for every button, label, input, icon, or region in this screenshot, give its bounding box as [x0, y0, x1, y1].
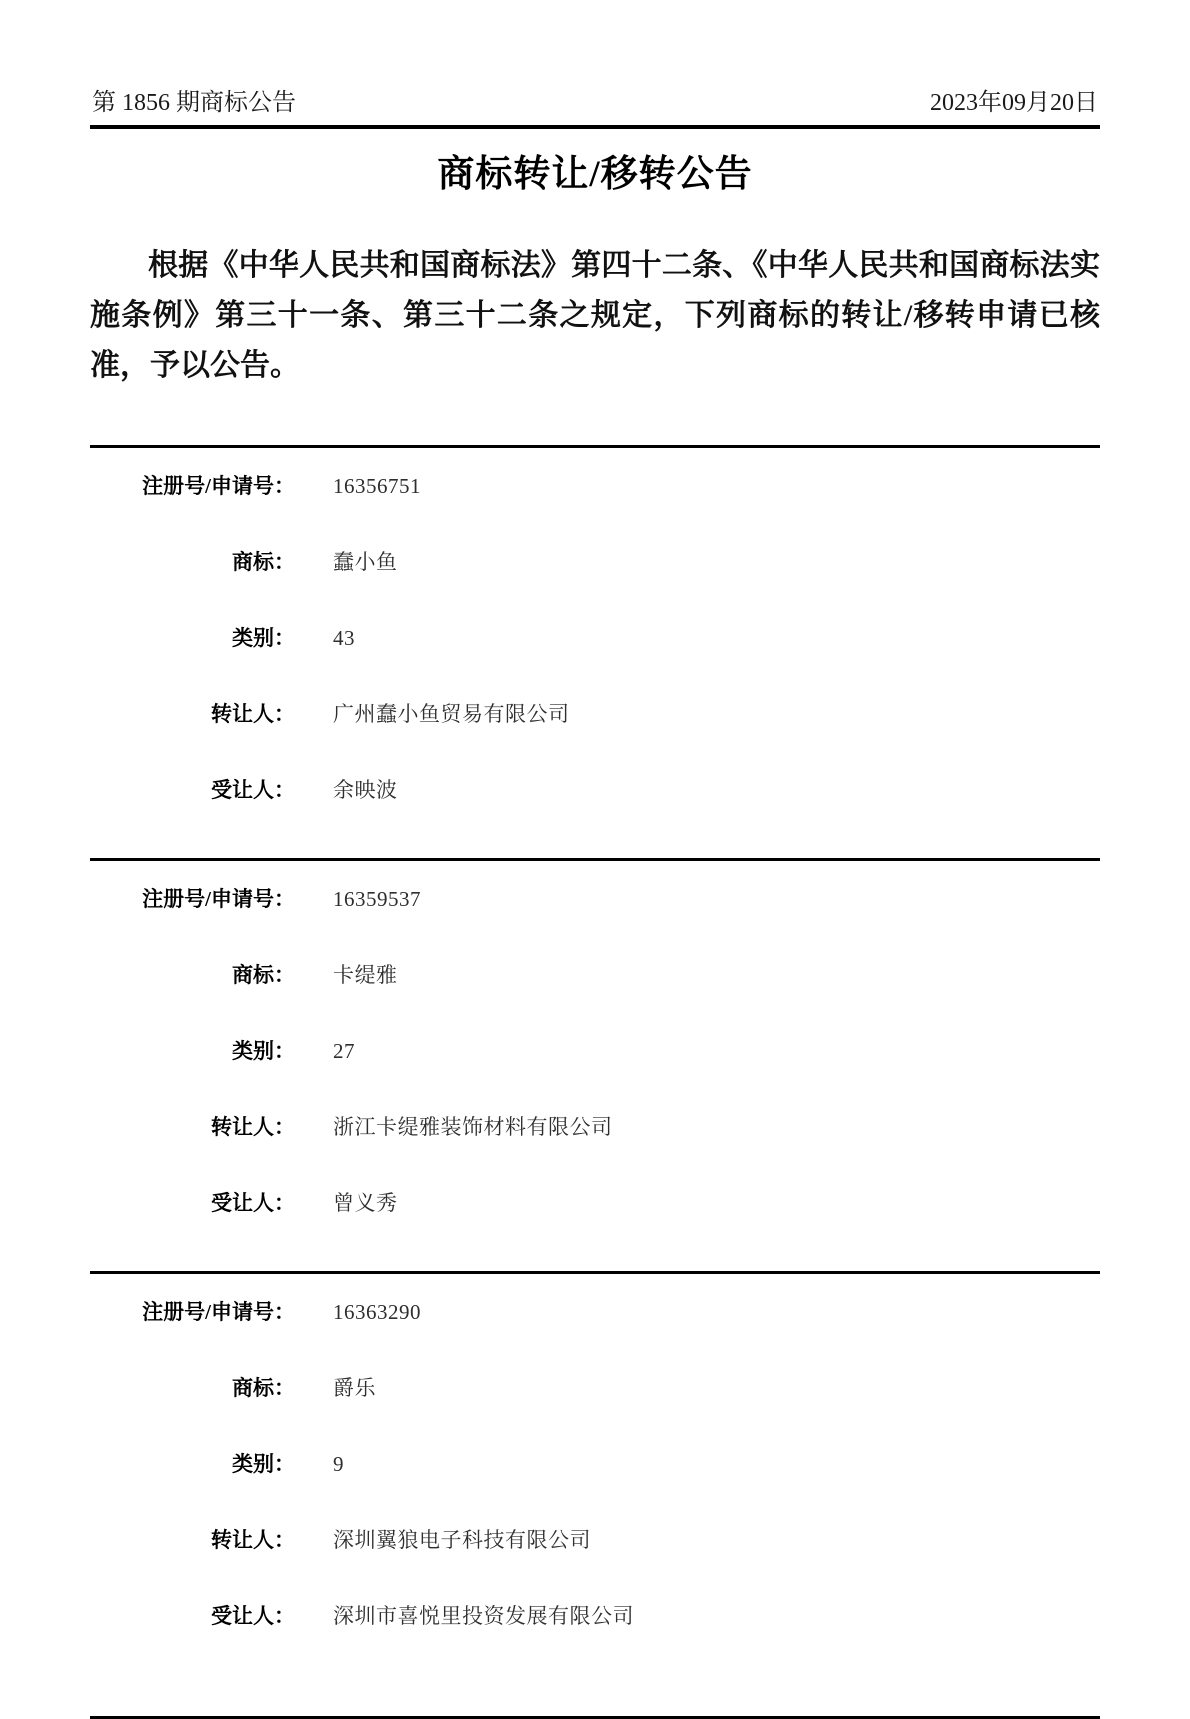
reg-no-label: 注册号/申请号： — [142, 1300, 295, 1324]
gazette-issue-label: 第 1856 期商标公告 — [92, 90, 296, 116]
category-value: 27 — [333, 1039, 355, 1063]
trademark-label: 商标： — [232, 963, 295, 987]
category-value: 43 — [333, 626, 355, 650]
record-row-transferee — [90, 1187, 1100, 1217]
transferor-label: 转让人： — [211, 1528, 295, 1552]
records-list — [90, 445, 1100, 1719]
record-row-trademark — [90, 1372, 1100, 1402]
category-value: 9 — [333, 1452, 344, 1476]
record-row-reg-no — [90, 883, 1100, 913]
trademark-record — [90, 1274, 1100, 1716]
record-row-reg-no — [90, 1296, 1100, 1326]
record-row-transferor — [90, 1524, 1100, 1554]
trademark-value: 爵乐 — [333, 1376, 376, 1400]
record-row-category — [90, 1035, 1100, 1065]
reg-no-value: 16363290 — [333, 1300, 421, 1324]
record-row-transferor — [90, 1111, 1100, 1141]
trademark-value: 卡缇雅 — [333, 963, 398, 987]
record-row-category — [90, 622, 1100, 652]
record-row-reg-no — [90, 470, 1100, 500]
transferor-value: 深圳翼狼电子科技有限公司 — [333, 1528, 591, 1552]
category-label: 类别： — [232, 626, 295, 650]
trademark-label: 商标： — [232, 1376, 295, 1400]
record-row-trademark — [90, 959, 1100, 989]
reg-no-label: 注册号/申请号： — [142, 474, 295, 498]
transferor-value: 浙江卡缇雅装饰材料有限公司 — [333, 1115, 613, 1139]
gazette-date: 2023年09月20日 — [930, 90, 1098, 116]
page-header — [90, 82, 1100, 125]
transferor-label: 转让人： — [211, 1115, 295, 1139]
trademark-record — [90, 861, 1100, 1271]
record-row-trademark — [90, 546, 1100, 576]
reg-no-value: 16356751 — [333, 474, 421, 498]
transferee-label: 受让人： — [211, 1604, 295, 1628]
trademark-record — [90, 448, 1100, 858]
trademark-label: 商标： — [232, 550, 295, 574]
header-divider — [90, 125, 1100, 129]
category-label: 类别： — [232, 1452, 295, 1476]
category-label: 类别： — [232, 1039, 295, 1063]
record-row-transferee — [90, 774, 1100, 804]
transferee-label: 受让人： — [211, 1191, 295, 1215]
reg-no-label: 注册号/申请号： — [142, 887, 295, 911]
transferor-label: 转让人： — [211, 702, 295, 726]
record-row-transferee — [90, 1600, 1100, 1630]
transferee-value: 深圳市喜悦里投资发展有限公司 — [333, 1604, 634, 1628]
intro-paragraph: 根据《中华人民共和国商标法》第四十二条、《中华人民共和国商标法实施条例》第三十一条、第三十二条之规定，下列商标的转让/移转申请已核准，予以公告。 — [90, 249, 1100, 382]
transferee-value: 曾义秀 — [333, 1191, 398, 1215]
record-row-category — [90, 1448, 1100, 1478]
record-row-transferor — [90, 698, 1100, 728]
transferee-label: 受让人： — [211, 778, 295, 802]
transferor-value: 广州蠢小鱼贸易有限公司 — [333, 702, 570, 726]
transferee-value: 余映波 — [333, 778, 398, 802]
trademark-value: 蠢小鱼 — [333, 550, 398, 574]
reg-no-value: 16359537 — [333, 887, 421, 911]
page-title: 商标转让/移转公告 — [437, 154, 753, 195]
